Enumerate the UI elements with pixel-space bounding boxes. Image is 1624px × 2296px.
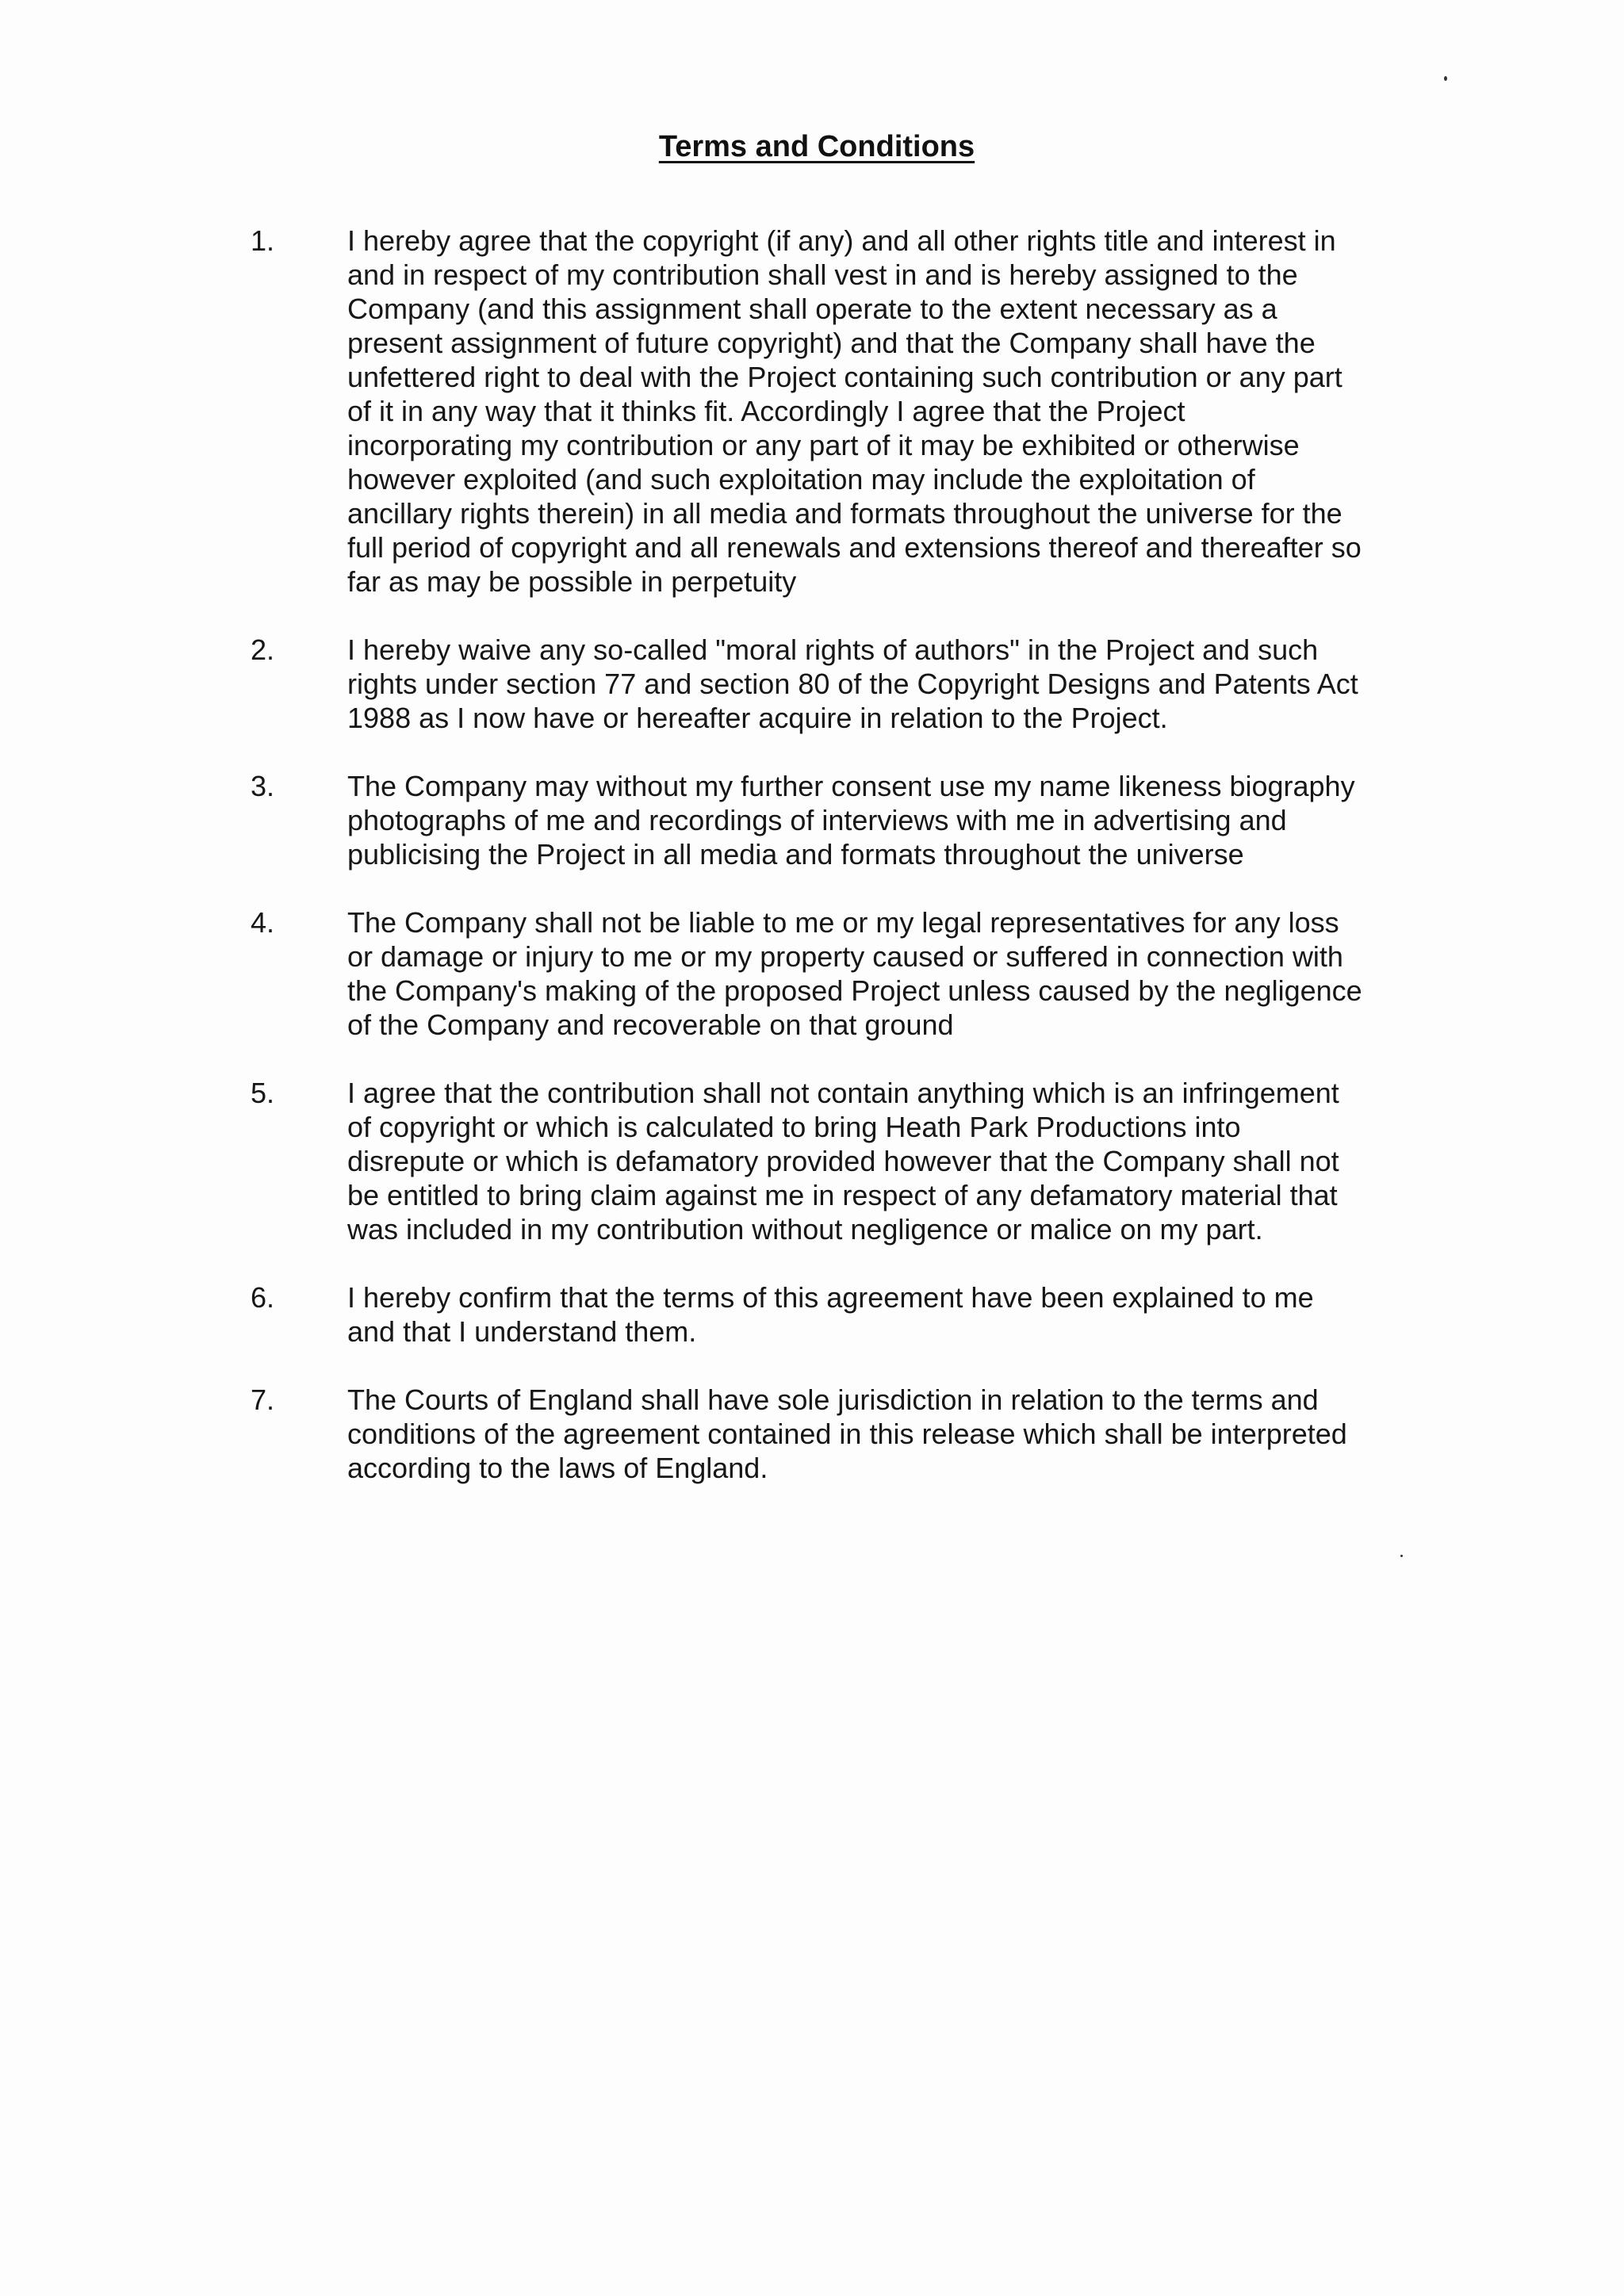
clause-number: 5. <box>251 1077 275 1109</box>
clause-line: Company (and this assignment shall operate to the extent necessary as a <box>347 293 1277 325</box>
clause-line: I hereby confirm that the terms of this agreement have been explained to me <box>347 1281 1314 1314</box>
clause-text <box>347 769 1450 871</box>
clause-line: rights under section 77 and section 80 of the Copyright Designs and Patents Act <box>347 668 1358 700</box>
clause-text <box>347 905 1450 1042</box>
clause-text <box>347 633 1450 735</box>
clause-line: far as may be possible in perpetuity <box>347 565 797 598</box>
document-title <box>0 132 1624 162</box>
clause-line: the Company's making of the proposed Project unless caused by the negligence <box>347 974 1362 1007</box>
clause-line: of the Company and recoverable on that ground <box>347 1008 954 1041</box>
clause-line: photographs of me and recordings of interviews with me in advertising and <box>347 804 1287 836</box>
clause-line: 1988 as I now have or hereafter acquire in relation to the Project. <box>347 702 1168 734</box>
clause-line: was included in my contribution without negligence or malice on my part. <box>347 1213 1263 1246</box>
clause-line: publicising the Project in all media and formats throughout the universe <box>347 838 1244 871</box>
clause-line: incorporating my contribution or any part of it may be exhibited or otherwise <box>347 429 1300 461</box>
scan-speck <box>1444 76 1447 81</box>
clause-line: and that I understand them. <box>347 1315 697 1348</box>
clause-line: of it in any way that it thinks fit. Accordingly I agree that the Project <box>347 395 1185 427</box>
clause-number: 7. <box>251 1383 275 1416</box>
clause-line: according to the laws of England. <box>347 1452 768 1484</box>
clause-line: and in respect of my contribution shall vest in and is hereby assigned to the <box>347 258 1298 291</box>
clause-line: be entitled to bring claim against me in respect of any defamatory material that <box>347 1179 1338 1211</box>
clause-line: conditions of the agreement contained in this release which shall be interpreted <box>347 1418 1347 1450</box>
clause-number: 6. <box>251 1281 275 1314</box>
scan-speck <box>1400 1555 1403 1557</box>
clause-line: I hereby agree that the copyright (if any) and all other rights title and interest in <box>347 224 1336 257</box>
clause-number: 4. <box>251 906 275 939</box>
clause-number: 3. <box>251 770 275 802</box>
clause-number: 2. <box>251 633 275 666</box>
document-title-text: Terms and Conditions <box>658 130 975 163</box>
clause-text <box>347 224 1450 599</box>
clause-line: unfettered right to deal with the Project containing such contribution or any part <box>347 361 1342 393</box>
clause-number: 1. <box>251 224 275 257</box>
clause-line: ancillary rights therein) in all media and formats throughout the universe for the <box>347 497 1342 530</box>
clause-line: of copyright or which is calculated to bring Heath Park Productions into <box>347 1111 1241 1143</box>
clause-line: The Company may without my further consent use my name likeness biography <box>347 770 1355 802</box>
clause-line: The Company shall not be liable to me or my legal representatives for any loss <box>347 906 1339 939</box>
clause-line: present assignment of future copyright) and that the Company shall have the <box>347 327 1316 359</box>
clause-line: however exploited (and such exploitation may include the exploitation of <box>347 463 1255 496</box>
clause-line: I hereby waive any so-called "moral rights of authors" in the Project and such <box>347 633 1319 666</box>
clause-text <box>347 1280 1450 1349</box>
clause-text <box>347 1383 1450 1485</box>
clause-line: disrepute or which is defamatory provided however that the Company shall not <box>347 1145 1339 1177</box>
clause-line: The Courts of England shall have sole jurisdiction in relation to the terms and <box>347 1383 1319 1416</box>
clause-line: full period of copyright and all renewals and extensions thereof and thereafter so <box>347 531 1362 564</box>
clause-line: or damage or injury to me or my property caused or suffered in connection with <box>347 940 1343 973</box>
clause-line: I agree that the contribution shall not contain anything which is an infringement <box>347 1077 1339 1109</box>
clause-text <box>347 1076 1450 1246</box>
